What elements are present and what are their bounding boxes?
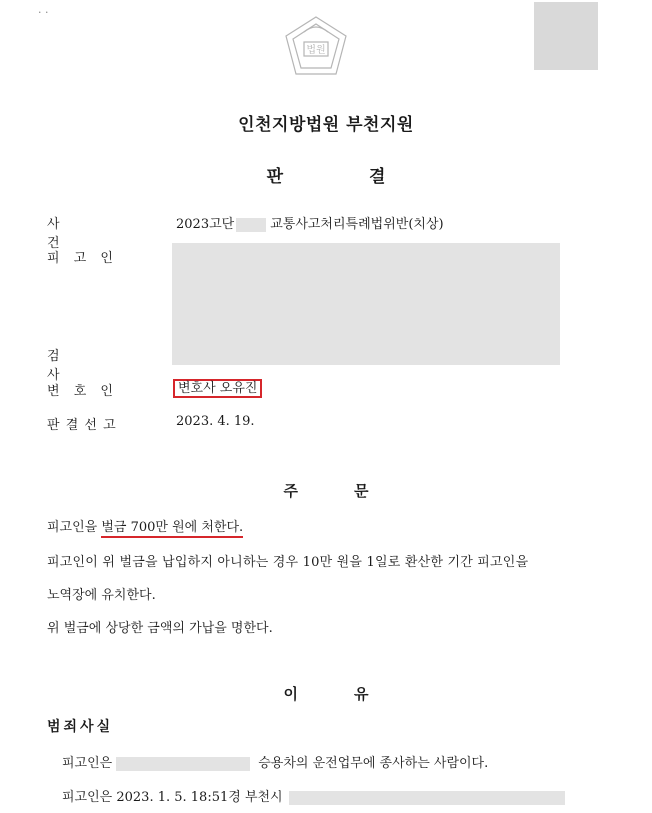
case-label <box>47 213 119 251</box>
verdict-date-label-text: 판 결 선 고 <box>47 418 116 433</box>
lawyer-label <box>47 380 119 399</box>
crime-facts-heading: 범죄사실 <box>47 719 114 735</box>
prosecutor-label <box>47 345 119 383</box>
ruling-fine-emphasis: 벌금 700만 원에 처한다. <box>101 520 243 538</box>
redacted-defendant-info <box>172 243 560 365</box>
court-seal-icon <box>280 14 352 80</box>
lawyer-name: 변호사 오유진 <box>173 379 262 398</box>
reason-line-2-prefix: 피고인은 2023. 1. 5. 18:51경 부천시 <box>62 790 283 805</box>
case-charge: 교통사고처리특례법위반(치상) <box>270 217 444 232</box>
title-char-2: 결 <box>369 167 386 187</box>
reason-line-1-suffix: 승용차의 운전업무에 종사하는 사람이다. <box>258 756 489 771</box>
seal-label: 법원 <box>306 45 326 56</box>
redacted-stamp-box <box>534 2 598 70</box>
reason-line-2 <box>62 786 565 805</box>
ruling-heading <box>0 480 652 501</box>
ruling-line-1-prefix: 피고인을 <box>47 520 102 535</box>
case-number <box>176 213 444 232</box>
verdict-date: 2023. 4. 19. <box>176 414 255 429</box>
redacted-vehicle-info <box>116 757 250 771</box>
defendant-label <box>47 247 119 266</box>
document-title <box>0 162 652 187</box>
verdict-date-label <box>47 414 119 433</box>
prosecutor-label-text: 검 사 <box>47 349 60 383</box>
redacted-case-no <box>236 218 266 232</box>
case-number-prefix: 2023고단 <box>176 217 235 232</box>
defendant-label-text: 피 고 인 <box>47 251 113 266</box>
redacted-location <box>289 791 565 805</box>
ruling-heading-char-2: 문 <box>354 482 369 500</box>
ruling-heading-char-1: 주 <box>283 482 298 500</box>
lawyer-label-text: 변 호 인 <box>47 384 113 399</box>
reason-heading-char-1: 이 <box>283 685 298 703</box>
reason-heading <box>0 683 652 704</box>
title-char-1: 판 <box>266 167 283 187</box>
court-name: 인천지방법원 부천지원 <box>238 115 414 135</box>
ruling-line-1 <box>47 516 243 535</box>
ruling-line-2: 피고인이 위 벌금을 납입하지 아니하는 경우 10만 원을 1일로 환산한 기간 피고인을 <box>47 555 529 570</box>
lawyer-value <box>173 377 262 396</box>
reason-heading-char-2: 유 <box>354 685 369 703</box>
case-label-text: 사 건 <box>47 217 60 251</box>
ruling-line-4: 위 벌금에 상당한 금액의 가납을 명한다. <box>47 621 273 636</box>
reason-line-1-prefix: 피고인은 <box>62 756 113 771</box>
scan-marks: · · <box>38 6 49 19</box>
ruling-line-3: 노역장에 유치한다. <box>47 588 156 603</box>
reason-line-1 <box>62 752 488 771</box>
